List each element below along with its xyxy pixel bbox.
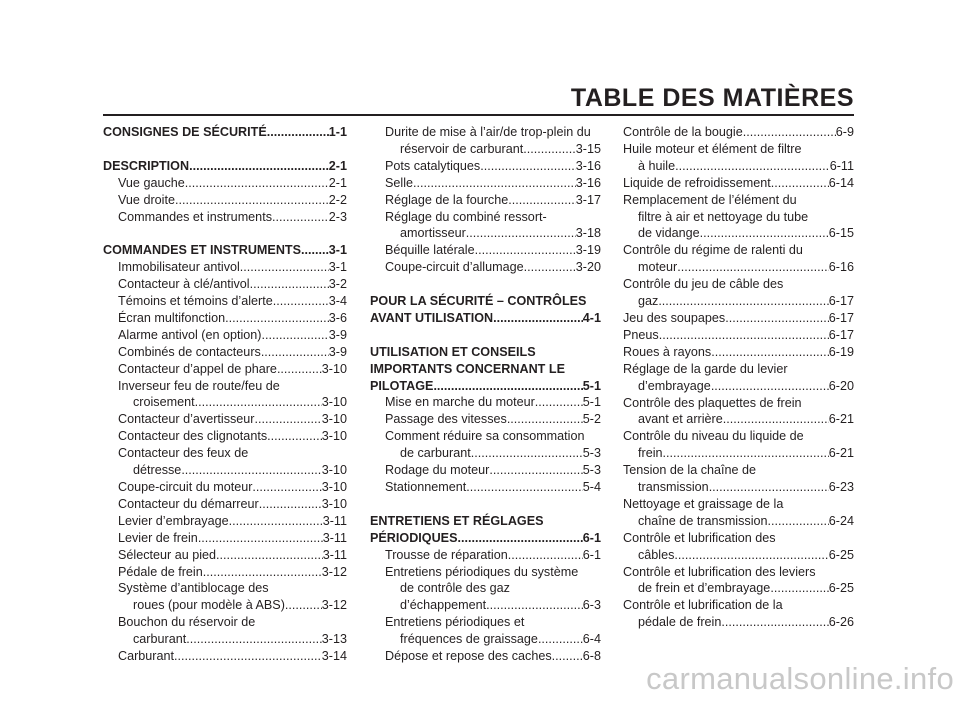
toc-entry[interactable]: [103, 479, 347, 496]
toc-entry-page: 3-11: [322, 530, 347, 545]
toc-entry-title: Contrôle de la bougie: [623, 125, 743, 139]
toc-entry-title: Coupe-circuit d’allumage: [385, 260, 524, 275]
toc-entry-page: 3-14: [321, 649, 347, 664]
dot-leader: [273, 293, 329, 310]
toc-entry[interactable]: [623, 124, 854, 141]
dot-leader: [768, 513, 829, 530]
toc-entry-page: 3-9: [328, 344, 347, 359]
dot-leader: [277, 361, 322, 378]
toc-entry[interactable]: [370, 530, 601, 547]
toc-entry-title: Témoins et témoins d’alerte: [118, 294, 273, 309]
toc-entry-title: roues (pour modèle à ABS): [133, 598, 285, 613]
toc-entry[interactable]: [370, 259, 601, 276]
dot-leader: [663, 445, 829, 462]
dot-leader: [508, 192, 576, 209]
dot-leader: [272, 209, 329, 226]
dot-leader: [262, 327, 329, 344]
toc-entry-page: 6-25: [828, 547, 854, 562]
toc-entry[interactable]: [103, 428, 347, 445]
toc-entry-text: POUR LA SÉCURITÉ – CONTRÔLES: [370, 294, 587, 309]
toc-entry-page: 2-2: [328, 192, 347, 207]
dot-leader: [225, 310, 329, 327]
toc-entry[interactable]: [103, 192, 347, 209]
toc-entry-text: Remplacement de l’élément du: [623, 192, 797, 207]
toc-entry-title: de vidange: [638, 226, 700, 241]
dot-leader: [216, 547, 323, 564]
toc-entry-text: Contrôle des plaquettes de frein: [623, 395, 802, 410]
toc-entry-title: croisement: [133, 395, 195, 410]
toc-entry-title: fréquences de graissage: [400, 632, 538, 647]
toc-entry-page: 6-19: [828, 344, 854, 359]
toc-entry-title: Commandes et instruments: [118, 209, 272, 224]
toc-entry-title: détresse: [133, 463, 182, 478]
toc-entry[interactable]: [623, 158, 854, 175]
toc-entry[interactable]: [623, 445, 854, 462]
toc-entry-page: 5-3: [582, 463, 601, 478]
toc-entry-title: amortisseur: [400, 226, 466, 241]
toc-entry-title: réservoir de carburant: [400, 141, 524, 156]
dot-leader: [771, 175, 829, 192]
toc-entry-page: 3-15: [575, 141, 601, 156]
dot-leader: [507, 411, 583, 428]
dot-leader: [711, 344, 829, 361]
toc-entry[interactable]: [103, 411, 347, 428]
dot-leader: [301, 242, 329, 259]
toc-entry[interactable]: [370, 631, 601, 648]
toc-entry-title: Trousse de réparation: [385, 547, 508, 562]
dot-leader: [203, 564, 322, 581]
toc-entry-title: câbles: [638, 547, 675, 562]
toc-entry-title: Pédale de frein: [118, 564, 203, 579]
toc-entry-page: 6-20: [828, 378, 854, 393]
toc-column-3: [623, 124, 854, 631]
dot-leader: [523, 141, 576, 158]
toc-entry-text: Réglage du combiné ressort-: [385, 209, 547, 224]
toc-entry-text: Inverseur feu de route/feu de: [118, 378, 280, 393]
dot-leader: [185, 175, 329, 192]
toc-entry-text: Entretiens périodiques du système: [385, 564, 579, 579]
toc-entry[interactable]: [623, 378, 854, 395]
toc-entry[interactable]: [103, 513, 347, 530]
toc-entry-title: Alarme antivol (en option): [118, 327, 262, 342]
toc-entry-text: Tension de la chaîne de: [623, 463, 757, 478]
toc-entry-title: DESCRIPTION: [103, 158, 190, 173]
toc-entry-title: COMMANDES ET INSTRUMENTS: [103, 243, 302, 258]
toc-entry[interactable]: [103, 293, 347, 310]
toc-entry[interactable]: [623, 411, 854, 428]
dot-leader: [466, 225, 576, 242]
toc-entry-page: 3-1: [328, 260, 347, 275]
dot-leader: [674, 547, 828, 564]
toc-entry-title: Contacteur à clé/antivol: [118, 277, 250, 292]
toc-entry-page: 3-18: [575, 226, 601, 241]
toc-entry-page: 6-26: [828, 615, 854, 630]
toc-entry-page: 6-24: [828, 513, 854, 528]
toc-entry-page: 6-8: [582, 649, 601, 664]
toc-entry[interactable]: [623, 580, 854, 597]
toc-entry[interactable]: [370, 547, 601, 564]
toc-entry-title: Levier de frein: [118, 530, 198, 545]
toc-entry-title: Contacteur du démarreur: [118, 496, 259, 511]
toc-entry[interactable]: [623, 327, 854, 344]
toc-entry-page: 6-1: [582, 530, 601, 545]
toc-entry-page: 6-17: [828, 294, 854, 309]
dot-leader: [677, 259, 829, 276]
dot-leader: [552, 648, 583, 665]
toc-entry[interactable]: [103, 597, 347, 614]
toc-entry[interactable]: [370, 158, 601, 175]
toc-entry-text: Contrôle et lubrification des: [623, 530, 776, 545]
dot-leader: [181, 462, 321, 479]
dot-leader: [658, 293, 828, 310]
toc-entry-page: 2-1: [328, 158, 347, 173]
toc-entry-page: 6-21: [828, 446, 854, 461]
dot-leader: [252, 479, 321, 496]
toc-entry-title: à huile: [638, 158, 676, 173]
toc-entry[interactable]: [623, 225, 854, 242]
toc-entry[interactable]: [370, 141, 601, 158]
dot-leader: [743, 124, 836, 141]
dot-leader: [489, 462, 582, 479]
toc-entry-title: Liquide de refroidissement: [623, 175, 771, 190]
toc-entry-text: IMPORTANTS CONCERNANT LE: [370, 361, 565, 376]
toc-entry-title: Mise en marche du moteur: [385, 395, 535, 410]
toc-entry-text: Contrôle et lubrification des leviers: [623, 564, 816, 579]
toc-entry-page: 1-1: [328, 125, 347, 139]
toc-entry[interactable]: [103, 209, 347, 226]
dot-leader: [186, 631, 322, 648]
toc-entry-page: 3-10: [321, 496, 347, 511]
toc-entry[interactable]: [103, 394, 347, 411]
toc-entry-title: Pneus: [623, 327, 659, 342]
toc-entry-text: Contrôle du régime de ralenti du: [623, 243, 803, 258]
toc-entry-page: 6-23: [828, 480, 854, 495]
toc-entry-page: 3-4: [328, 294, 347, 309]
toc-entry-title: Coupe-circuit du moteur: [118, 480, 253, 494]
toc-entry[interactable]: [623, 310, 854, 327]
toc-entry-title: Écran multifonction: [118, 310, 226, 325]
toc-entry-page: 6-15: [828, 226, 854, 241]
toc-entry[interactable]: [103, 124, 347, 141]
dot-leader: [493, 310, 583, 327]
toc-entry[interactable]: [370, 192, 601, 209]
toc-entry[interactable]: [103, 530, 347, 547]
toc-entry[interactable]: [103, 344, 347, 361]
toc-entry-page: 3-10: [321, 463, 347, 478]
toc-entry-text: Comment réduire sa consommation: [385, 429, 585, 444]
toc-entry-text: Entretiens périodiques et: [385, 615, 525, 630]
toc-entry-page: 3-10: [321, 480, 347, 494]
toc-entry-title: PILOTAGE: [370, 378, 434, 393]
toc-entry[interactable]: [370, 378, 601, 395]
toc-entry[interactable]: [103, 547, 347, 564]
toc-entry-page: 6-17: [828, 327, 854, 342]
toc-entry-title: Immobilisateur antivol: [118, 260, 240, 275]
toc-entry-page: 5-1: [582, 395, 601, 410]
toc-entry-title: de carburant: [400, 446, 471, 461]
dot-leader: [538, 631, 583, 648]
toc-entry-title: carburant: [133, 632, 187, 647]
dot-leader: [700, 225, 829, 242]
dot-leader: [174, 648, 322, 665]
toc-entry-page: 3-1: [328, 243, 347, 258]
toc-entry-page: 6-25: [828, 581, 854, 596]
dot-leader: [471, 445, 583, 462]
dot-leader: [709, 479, 829, 496]
toc-entry[interactable]: [103, 242, 347, 259]
toc-entry-title: pédale de frein: [638, 615, 722, 630]
toc-entry[interactable]: [103, 462, 347, 479]
toc-entry-page: 3-12: [321, 598, 347, 613]
toc-entry[interactable]: [370, 310, 601, 327]
toc-entry[interactable]: [103, 496, 347, 513]
toc-entry-page: 6-11: [829, 158, 854, 173]
toc-entry-title: Rodage du moteur: [385, 463, 490, 478]
toc-entry-title: de frein et d’embrayage: [638, 581, 771, 596]
toc-entry[interactable]: [623, 259, 854, 276]
toc-entry-title: Contacteur d’appel de phare: [118, 361, 277, 376]
dot-leader: [524, 259, 576, 276]
toc-entry[interactable]: [103, 361, 347, 378]
toc-entry-title: avant et arrière: [638, 412, 723, 427]
toc-entry-title: Passage des vitesses: [385, 412, 507, 427]
dot-leader: [259, 496, 322, 513]
dot-leader: [475, 242, 576, 259]
dot-leader: [255, 411, 322, 428]
toc-entry-text: filtre à air et nettoyage du tube: [638, 209, 809, 224]
toc-entry[interactable]: [103, 259, 347, 276]
toc-entry-page: 5-3: [582, 446, 601, 461]
dot-leader: [535, 394, 583, 411]
toc-entry-page: 6-3: [582, 598, 601, 613]
dot-leader: [198, 530, 323, 547]
toc-entry-title: Pots catalytiques: [385, 158, 481, 173]
title-divider: [103, 114, 854, 116]
toc-entry-page: 5-2: [582, 412, 601, 427]
dot-leader: [480, 158, 576, 175]
toc-entry[interactable]: [370, 479, 601, 496]
page-title: TABLE DES MATIÈRES: [570, 84, 854, 112]
dot-leader: [721, 614, 828, 631]
toc-entry-page: 3-10: [321, 412, 347, 427]
toc-entry-page: 3-16: [575, 158, 601, 173]
toc-entry[interactable]: [103, 175, 347, 192]
toc-entry-page: 3-11: [322, 547, 347, 562]
toc-entry[interactable]: [623, 479, 854, 496]
toc-entry-text: Durite de mise à l’air/de trop-plein du: [385, 125, 591, 139]
toc-entry-page: 5-1: [582, 378, 601, 393]
toc-entry-page: 3-9: [328, 327, 347, 342]
dot-leader: [725, 310, 829, 327]
toc-entry-text: Contacteur des feux de: [118, 446, 249, 461]
toc-entry-title: Levier d’embrayage: [118, 513, 229, 528]
toc-entry[interactable]: [103, 310, 347, 327]
toc-entry-title: Béquille latérale: [385, 243, 475, 258]
toc-entry[interactable]: [103, 631, 347, 648]
toc-entry-page: 4-1: [582, 310, 601, 325]
toc-entry-title: AVANT UTILISATION: [370, 310, 494, 325]
toc-entry-page: 3-16: [575, 175, 601, 190]
toc-entry-page: 2-1: [328, 175, 347, 190]
toc-entry-title: Contacteur d’avertisseur: [118, 412, 255, 427]
toc-entry-title: transmission: [638, 480, 709, 495]
toc-entry[interactable]: [103, 327, 347, 344]
toc-entry-title: PÉRIODIQUES: [370, 530, 458, 545]
toc-entry-title: d’échappement: [400, 598, 487, 613]
toc-column-1: [103, 124, 347, 665]
toc-entry[interactable]: [103, 564, 347, 581]
dot-leader: [508, 547, 583, 564]
toc-entry-page: 3-20: [575, 260, 601, 275]
toc-entry-text: Bouchon du réservoir de: [118, 615, 256, 630]
toc-entry[interactable]: [623, 175, 854, 192]
toc-entry-title: gaz: [638, 294, 659, 309]
toc-entry-title: chaîne de transmission: [638, 513, 768, 528]
toc-entry-page: 3-13: [321, 632, 347, 647]
toc-entry[interactable]: [370, 648, 601, 665]
dot-leader: [250, 276, 329, 293]
watermark-text: carmanualsonline.info: [646, 661, 954, 696]
toc-entry-text: Contrôle du niveau du liquide de: [623, 429, 804, 444]
toc-entry-page: 5-4: [582, 480, 601, 494]
dot-leader: [723, 411, 829, 428]
toc-entry[interactable]: [370, 445, 601, 462]
toc-entry-page: 3-17: [575, 192, 601, 207]
toc-entry-page: 6-4: [582, 632, 601, 647]
toc-entry-text: ENTRETIENS ET RÉGLAGES: [370, 513, 544, 528]
dot-leader: [675, 158, 830, 175]
toc-entry[interactable]: [623, 547, 854, 564]
dot-leader: [659, 327, 829, 344]
toc-entry[interactable]: [103, 648, 347, 665]
dot-leader: [195, 394, 322, 411]
toc-entry-text: Contrôle du jeu de câble des: [623, 277, 784, 292]
toc-column-2: [370, 124, 601, 665]
toc-entry-text: Réglage de la garde du levier: [623, 361, 788, 376]
toc-entry-page: 6-21: [828, 412, 854, 427]
dot-leader: [261, 344, 329, 361]
dot-leader: [189, 158, 329, 175]
toc-entry-title: Sélecteur au pied: [118, 547, 217, 562]
toc-entry-title: Vue gauche: [118, 175, 185, 190]
toc-entry[interactable]: [370, 411, 601, 428]
dot-leader: [433, 378, 582, 395]
toc-entry-page: 3-11: [322, 513, 347, 528]
toc-entry[interactable]: [370, 242, 601, 259]
dot-leader: [413, 175, 576, 192]
toc-entry[interactable]: [623, 293, 854, 310]
dot-leader: [267, 124, 329, 141]
toc-entry-title: moteur: [638, 260, 678, 275]
dot-leader: [267, 428, 322, 445]
toc-entry-page: 6-14: [828, 175, 854, 190]
toc-entry-text: Système d’antiblocage des: [118, 581, 269, 596]
toc-entry[interactable]: [103, 276, 347, 293]
toc-entry-page: 6-17: [828, 310, 854, 325]
toc-entry-title: Vue droite: [118, 192, 175, 207]
toc-entry[interactable]: [370, 597, 601, 614]
toc-entry-page: 6-16: [828, 260, 854, 275]
toc-entry-title: Stationnement: [385, 480, 467, 494]
toc-entry-page: 3-2: [328, 277, 347, 292]
toc-entry-page: 6-9: [835, 125, 854, 139]
toc-entry[interactable]: [370, 225, 601, 242]
toc-entry-page: 3-19: [575, 243, 601, 258]
dot-leader: [240, 259, 329, 276]
toc-entry-title: Dépose et repose des caches: [385, 649, 552, 664]
toc-entry-page: 3-6: [328, 310, 347, 325]
dot-leader: [486, 597, 583, 614]
toc-entry-title: Selle: [385, 175, 414, 190]
dot-leader: [466, 479, 583, 496]
toc-entry-title: Combinés de contacteurs: [118, 344, 261, 359]
toc-entry-title: Roues à rayons: [623, 344, 712, 359]
toc-entry-title: d’embrayage: [638, 378, 711, 393]
dot-leader: [770, 580, 828, 597]
toc-entry-text: Contrôle et lubrification de la: [623, 598, 783, 613]
dot-leader: [175, 192, 329, 209]
dot-leader: [711, 378, 829, 395]
dot-leader: [457, 530, 582, 547]
toc-entry[interactable]: [370, 394, 601, 411]
toc-entry-text: de contrôle des gaz: [400, 581, 510, 596]
toc-entry[interactable]: [623, 513, 854, 530]
toc-entry[interactable]: [623, 614, 854, 631]
toc-entry-title: Jeu des soupapes: [623, 310, 726, 325]
toc-entry[interactable]: [623, 344, 854, 361]
toc-entry-page: 6-1: [582, 547, 601, 562]
toc-entry-title: frein: [638, 446, 663, 461]
toc-entry-text: UTILISATION ET CONSEILS: [370, 344, 536, 359]
toc-entry-text: Huile moteur et élément de filtre: [623, 141, 802, 156]
toc-entry-page: 3-10: [321, 429, 347, 444]
toc-entry[interactable]: [370, 175, 601, 192]
toc-entry-page: 2-3: [328, 209, 347, 224]
dot-leader: [229, 513, 323, 530]
toc-entry-title: Carburant: [118, 649, 175, 664]
toc-entry-page: 3-10: [321, 361, 347, 376]
toc-entry[interactable]: [370, 462, 601, 479]
toc-entry-title: CONSIGNES DE SÉCURITÉ: [103, 125, 267, 139]
toc-entry-title: Contacteur des clignotants: [118, 429, 268, 444]
toc-entry-title: Réglage de la fourche: [385, 192, 509, 207]
toc-entry-page: 3-12: [321, 564, 347, 579]
toc-entry-page: 3-10: [321, 395, 347, 410]
dot-leader: [285, 597, 322, 614]
toc-entry-text: Nettoyage et graissage de la: [623, 496, 784, 511]
toc-entry[interactable]: [103, 158, 347, 175]
